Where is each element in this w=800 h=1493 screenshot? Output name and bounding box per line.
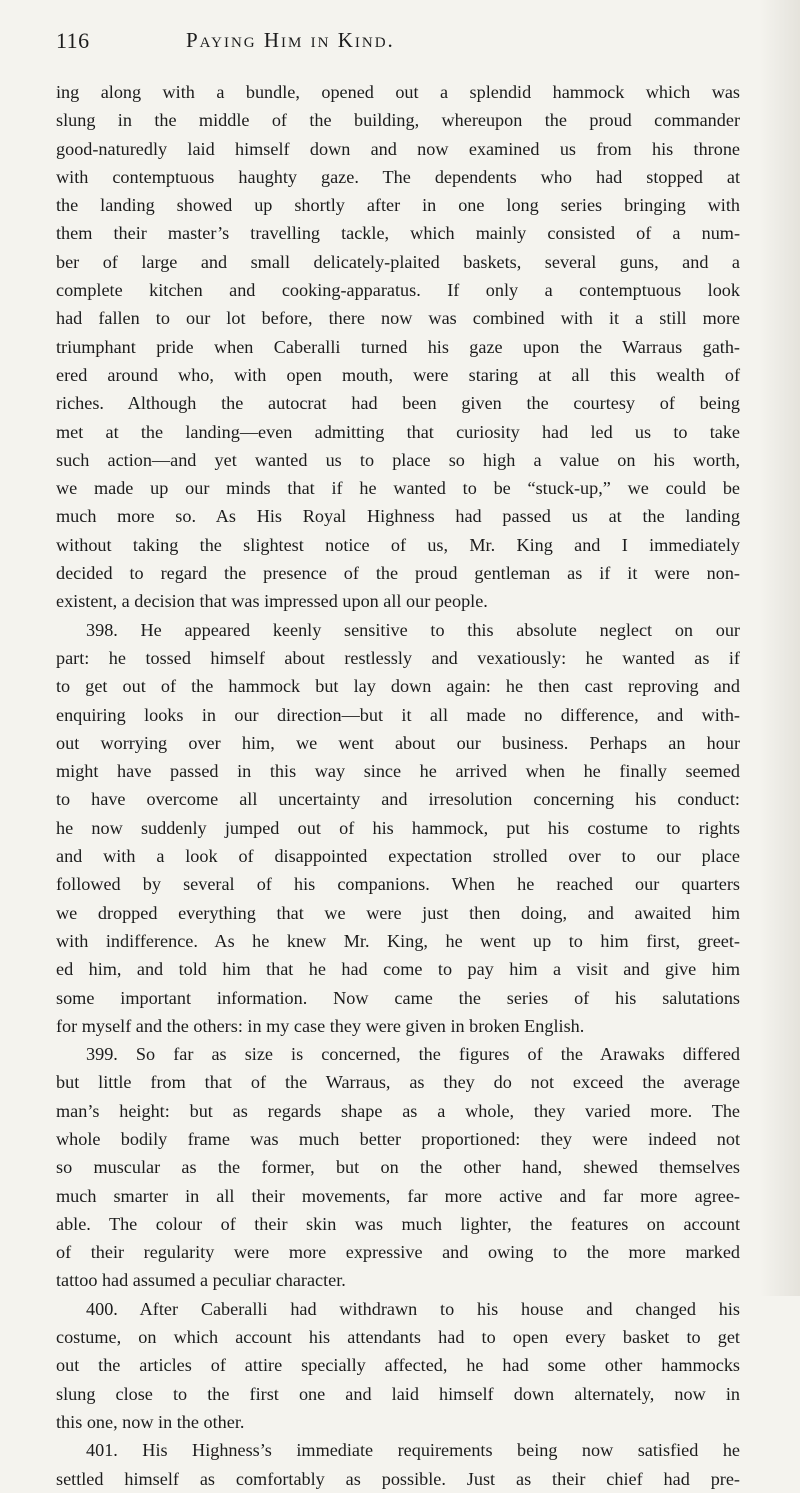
text-line: such action—and yet wanted us to place so high a value on his worth, — [56, 449, 740, 470]
text-line: with contemptuous haughty gaze. The dependents who had stopped at — [56, 166, 740, 187]
page-number: 116 — [56, 28, 90, 53]
text-line: 399. So far as size is concerned, the figures of the Arawaks differed — [86, 1044, 740, 1065]
text-line: costume, on which account his attendants had to open every basket to get — [56, 1327, 740, 1348]
text-line: so muscular as the former, but on the other hand, shewed themselves — [56, 1157, 740, 1178]
text-line: able. The colour of their skin was much lighter, the features on account — [56, 1213, 740, 1234]
running-head — [56, 28, 720, 58]
text-line: decided to regard the presence of the proud gentleman as if it were non- — [56, 563, 740, 584]
text-line: for myself and the others: in my case they were given in broken English. — [56, 1015, 585, 1036]
text-line: much more so. As His Royal Highness had passed us at the landing — [56, 506, 740, 527]
text-line: part: he tossed himself about restlessly and vexatiously: he wanted as if — [56, 647, 740, 668]
text-line: ed him, and told him that he had come to pay him a visit and give him — [56, 959, 740, 980]
text-line: without taking the slightest notice of us, Mr. King and I immediately — [56, 534, 740, 555]
text-line: slung close to the first one and laid himself down alternately, now in — [56, 1383, 740, 1404]
text-line: the landing showed up shortly after in one long series bringing with — [56, 195, 740, 216]
text-line: ered around who, with open mouth, were staring at all this wealth of — [56, 364, 740, 385]
text-line: but little from that of the Warraus, as they do not exceed the average — [56, 1072, 740, 1093]
text-line: enquiring looks in our direction—but it all made no difference, and with- — [56, 704, 740, 725]
text-line: he now suddenly jumped out of his hammock, put his costume to rights — [56, 817, 740, 838]
text-line: them their master’s travelling tackle, which mainly consisted of a num- — [56, 223, 740, 244]
text-line: some important information. Now came the series of his salutations — [56, 987, 740, 1008]
text-line: out the articles of attire specially affected, he had some other hammocks — [56, 1355, 740, 1376]
text-line: to have overcome all uncertainty and irresolution concerning his conduct: — [56, 789, 740, 810]
text-line: might have passed in this way since he arrived when he finally seemed — [56, 761, 740, 782]
text-line: and with a look of disappointed expectation strolled over to our place — [56, 846, 740, 867]
text-line: tattoo had assumed a peculiar character. — [56, 1270, 346, 1291]
text-line: ber of large and small delicately-plaited baskets, several guns, and a — [56, 251, 740, 272]
body-text — [56, 78, 740, 1493]
text-line: ing along with a bundle, opened out a splendid hammock which was — [56, 82, 740, 102]
text-line: this one, now in the other. — [56, 1411, 245, 1432]
text-line: existent, a decision that was impressed upon all our people. — [56, 591, 488, 612]
text-line: complete kitchen and cooking-apparatus. If only a contemptuous look — [56, 280, 740, 301]
page-edge-shadow — [760, 0, 800, 1296]
text-line: slung in the middle of the building, whereupon the proud commander — [56, 110, 740, 131]
text-line: 401. His Highness’s immediate requirements being now satisfied he — [86, 1440, 740, 1461]
text-line: 398. He appeared keenly sensitive to this absolute neglect on our — [86, 619, 740, 640]
text-line: good-naturedly laid himself down and now examined us from his throne — [56, 138, 740, 159]
text-line: we made up our minds that if he wanted to be “stuck-up,” we could be — [56, 478, 740, 499]
text-line: much smarter in all their movements, far more active and far more agree- — [56, 1185, 740, 1206]
text-line: followed by several of his companions. When he reached our quarters — [56, 874, 740, 895]
text-line: man’s height: but as regards shape as a whole, they varied more. The — [56, 1100, 740, 1121]
text-line: 400. After Caberalli had withdrawn to his house and changed his — [86, 1298, 740, 1319]
running-title: Paying Him in Kind. — [186, 28, 395, 52]
text-line: with indifference. As he knew Mr. King, he went up to him first, greet- — [56, 930, 740, 951]
text-line: triumphant pride when Caberalli turned his gaze upon the Warraus gath- — [56, 336, 740, 357]
text-line: riches. Although the autocrat had been given the courtesy of being — [56, 393, 740, 414]
text-line: had fallen to our lot before, there now was combined with it a still more — [56, 308, 740, 329]
text-line: we dropped everything that we were just then doing, and awaited him — [56, 902, 740, 923]
text-line: to get out of the hammock but lay down again: he then cast reproving and — [56, 676, 740, 697]
text-line: of their regularity were more expressive and owing to the more marked — [56, 1242, 740, 1263]
text-line: met at the landing—even admitting that curiosity had led us to take — [56, 421, 740, 442]
text-line: settled himself as comfortably as possible. Just as their chief had pre- — [56, 1468, 740, 1489]
text-line: out worrying over him, we went about our business. Perhaps an hour — [56, 732, 740, 753]
text-line: whole bodily frame was much better proportioned: they were indeed not — [56, 1128, 740, 1149]
